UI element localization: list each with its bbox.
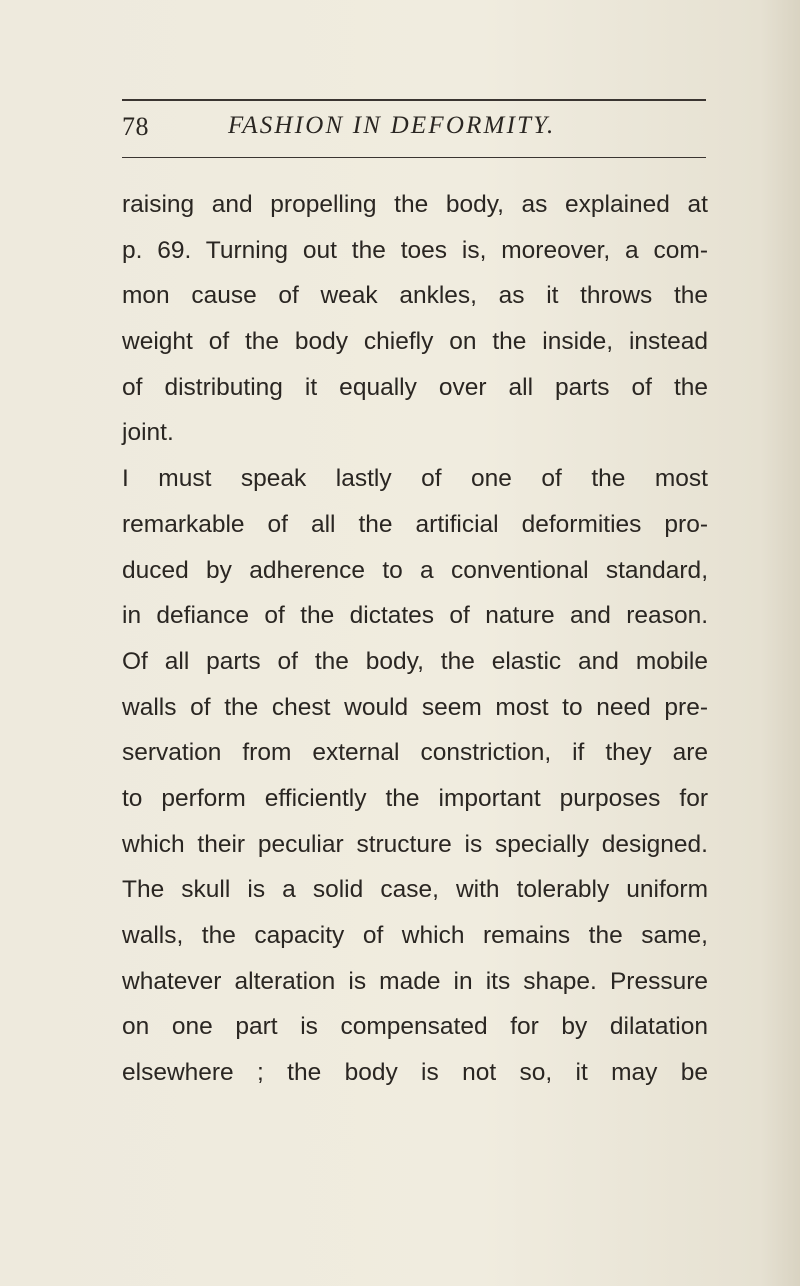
text-line: of distributing it equally over all parts of the [122, 373, 708, 401]
running-title: FASHION IN DEFORMITY. [228, 112, 556, 139]
text-line: on one part is compensated for by dilatation [122, 1013, 708, 1041]
text-line: which their peculiar structure is specially designed. [122, 830, 708, 858]
text-line: to perform efficiently the important purposes for [122, 784, 708, 812]
header-rule-bottom [122, 157, 706, 158]
text-line: servation from external constriction, if they are [122, 739, 708, 767]
text-line: walls, the capacity of which remains the same, [122, 922, 708, 949]
text-line: joint. [122, 419, 174, 447]
header-rule-top [122, 99, 706, 101]
text-line: weight of the body chiefly on the inside, instead [122, 328, 708, 356]
text-line: mon cause of weak ankles, as it throws the [122, 282, 708, 310]
text-line: duced by adherence to a conventional standard, [122, 556, 708, 584]
text-line: p. 69. Turning out the toes is, moreover, a com- [122, 236, 708, 264]
text-line: walls of the chest would seem most to need pre- [122, 693, 708, 721]
running-head [122, 108, 706, 148]
text-line: raising and propelling the body, as explained at [122, 191, 708, 218]
body-text [122, 182, 722, 1096]
text-line: elsewhere ; the body is not so, it may be [122, 1059, 708, 1087]
text-line: I must speak lastly of one of the most [122, 465, 708, 493]
text-line: remarkable of all the artificial deformities pro- [122, 510, 708, 538]
text-line: Of all parts of the body, the elastic and mobile [122, 647, 708, 675]
text-line: The skull is a solid case, with tolerably uniform [122, 876, 708, 904]
page-number: 78 [122, 112, 149, 141]
text-line: whatever alteration is made in its shape. Pressure [122, 967, 708, 995]
text-line: in defiance of the dictates of nature and reason. [122, 602, 708, 630]
